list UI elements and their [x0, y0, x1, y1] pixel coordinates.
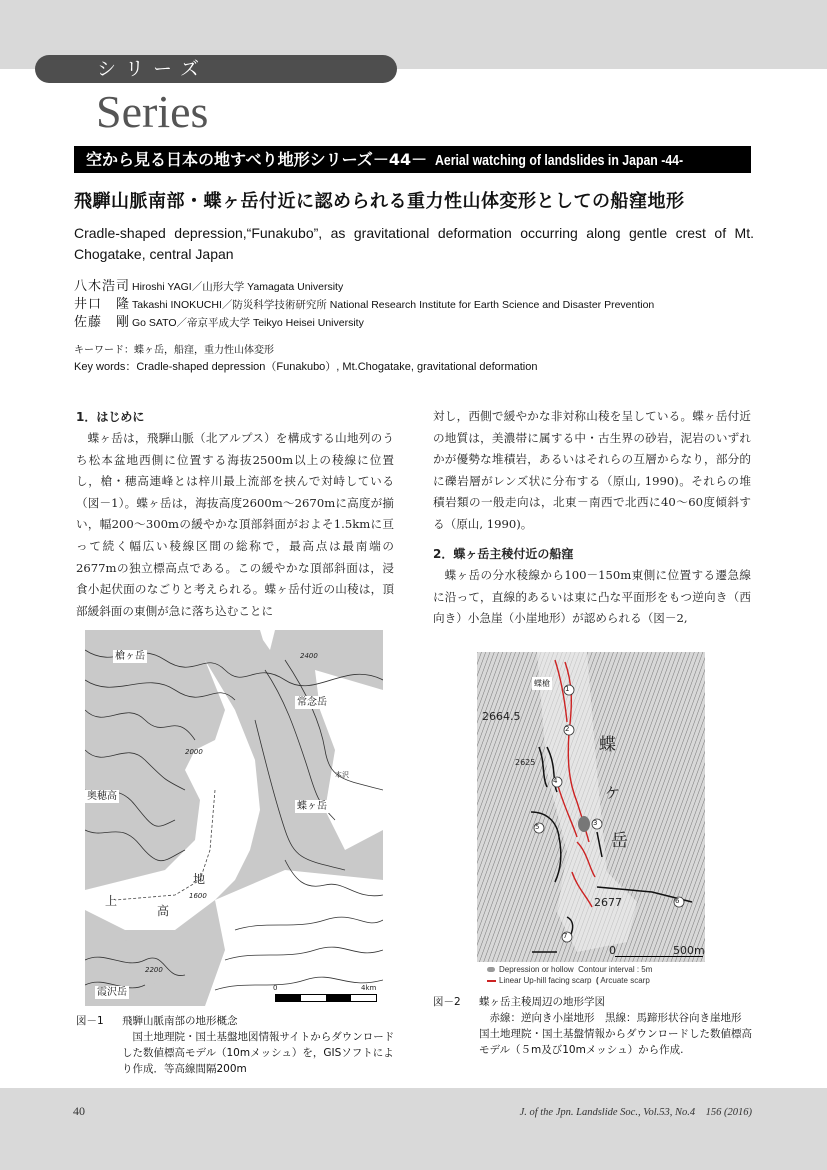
marker-1: 1 [565, 685, 570, 693]
body-column-right [433, 406, 751, 536]
footer-band [0, 1088, 827, 1170]
legend-depression: Depression or hollow [499, 965, 574, 974]
label-kami: 上 [105, 894, 118, 908]
section-heading-2: 2．蝶ヶ岳主稜付近の船窪 [433, 547, 574, 561]
contour-label: 2000 [185, 748, 203, 756]
body-column-right-section2 [433, 543, 751, 630]
marker-6: 6 [675, 897, 680, 905]
geomorph-map-graphic [477, 652, 705, 962]
label-honzawa: 本沢 [335, 771, 349, 779]
contour-map-graphic [85, 630, 383, 1006]
series-pill: シリーズ [35, 55, 397, 83]
section-heading-1: 1．はじめに [76, 410, 145, 424]
caption-number: 図－2 [433, 996, 461, 1008]
author-affiliation: Go SATO／帝京平成大学 Teikyo Heisei University [132, 317, 364, 329]
author-affiliation: Takashi INOKUCHI／防災科学技術研究所 National Research Institute for Earth Science and Disaster Prevention [132, 299, 655, 311]
figure-2-caption [433, 994, 755, 1058]
section2-paragraph: 蝶ヶ岳の分水稜線から100－150m東側に位置する遷急線に沿って，直線的あるいは東に凸な平面形をもつ逆向き（西向き）小急崖（小崖地形）が認められる（図－2, [433, 568, 751, 626]
marker-3: 3 [593, 819, 598, 827]
marker-4: 4 [553, 777, 558, 785]
legend-contour: Contour interval : 5m [578, 965, 653, 974]
map-legend [477, 962, 705, 988]
article-title-en: Cradle-shaped depression,“Funakubo”, as gravitational deformation occurring along gentle crest of Mt. Chogatake, central Japan [74, 225, 754, 262]
caption-line-1: 赤線：逆向き小崖地形 黒線：馬蹄形状谷向き崖地形 [489, 1012, 742, 1024]
keywords-en: Key words：Cradle-shaped depression（Funakubo）, Mt.Chogatake, gravitational deformation [74, 361, 538, 373]
label-peak-2677: 2677 [594, 896, 622, 909]
legend-arcuate: Arcuate scarp [600, 976, 650, 985]
author-row [74, 278, 654, 296]
article-title-jp: 飛騨山脈南部・蝶ヶ岳付近に認められる重力性山体変形としての船窪地形 [74, 191, 685, 212]
series-title: Series [96, 86, 209, 137]
section1-paragraph-cont: 対し，西側で緩やかな非対称山稜を呈している。蝶ヶ岳付近の地質は，美濃帯に属する中・古生界の砂岩，泥岩のいずれかが優勢な堆積岩，あるいはそれらの互層からなり，部分的に礫岩層がレンズ状に分布する（原山, 1990)。それらの堆積岩類の一般走向は，北東－南西で北西に40～60度傾斜する（原山, 1990)。 [433, 409, 751, 531]
scale-label-4km: 4km [361, 984, 377, 992]
body-column-left [76, 406, 394, 622]
scale-label-500m: 500m [673, 944, 705, 957]
keywords-jp: キーワード：蝶ヶ岳，船窪，重力性山体変形 [74, 345, 274, 356]
author-affiliation: Hiroshi YAGI／山形大学 Yamagata University [132, 281, 344, 293]
scale-label-0: 0 [273, 984, 278, 992]
label-peak-2664: 2664.5 [482, 710, 521, 723]
marker-2: 2 [565, 725, 570, 733]
journal-citation: J. of the Jpn. Landslide Soc., Vol.53, No.4 156 (2016) [519, 1107, 752, 1118]
marker-5: 5 [535, 823, 540, 831]
scale-label-0: 0 [609, 944, 616, 957]
figure-1-contour-map [85, 630, 383, 1006]
caption-title: 飛騨山脈南部の地形概念 [122, 1015, 238, 1027]
caption-title: 蝶ヶ岳主稜周辺の地形学図 [479, 996, 605, 1008]
section1-paragraph: 蝶ヶ岳は，飛騨山脈（北アルプス）を構成する山地列のうち松本盆地西側に位置する海抜2500m以上の稜線に位置し，槍・穂高連峰とは梓川最上流部を挟んで対峙している（図－1）。蝶ヶ岳は，海抜高度2600m～2670mに高度が揃い，幅200～300mの緩やかな頂部斜面がおよそ1.5kmに亘って続く幅広い稜線区間の総称で，最高点は最南端の2677mの独立標高点である。この緩やかな頂部斜面は，浸食小起伏面のなごりと考えられる。蝶ヶ岳付近の山稜は，頂部緩斜面の東側が急に落ち込むことに [76, 431, 394, 618]
label-peak-2625: 2625 [515, 758, 536, 767]
label-choyari: 蝶槍 [534, 679, 550, 688]
figure-1-caption [76, 1013, 396, 1077]
author-name-jp: 佐藤 剛 [74, 315, 131, 330]
label-okuhotaka: 奥穂高 [87, 791, 117, 802]
label-chogatake: 蝶ヶ岳 [297, 801, 327, 812]
author-name-jp: 井口 隆 [74, 297, 131, 312]
label-take: 岳 [611, 831, 628, 851]
series-bar [74, 146, 751, 173]
red-line-icon [487, 980, 496, 982]
label-yarigatake: 槍ヶ岳 [115, 651, 145, 662]
marker-7: 7 [563, 932, 568, 940]
author-row [74, 314, 654, 332]
depression-icon [487, 967, 495, 972]
caption-line-2: 国土地理院・国土基盤情報からダウンロードした数値標高モデル（５m及び10mメッシュ）から作成. [479, 1028, 752, 1056]
label-jonendake: 常念岳 [297, 697, 327, 708]
label-cho: 蝶 [599, 735, 616, 755]
label-ke: ケ [605, 784, 621, 802]
label-kasumizawa: 霞沢岳 [97, 987, 127, 998]
arc-icon: ( [595, 976, 599, 985]
contour-label: 1600 [189, 892, 207, 900]
series-bar-jp: 空から見る日本の地すべり地形シリーズ－44－ [86, 150, 428, 169]
scale-bar [275, 994, 377, 1002]
caption-body: 国土地理院・国土基盤地図情報サイトからダウンロードした数値標高モデル（10mメッシュ）を，GISソフトにより作成．等高線間隔200m [122, 1031, 395, 1075]
legend-linear-scarp: Linear Up-hill facing scarp [499, 976, 592, 985]
label-chi: 地 [193, 872, 206, 886]
series-bar-en: Aerial watching of landslides in Japan -44- [435, 152, 684, 169]
contour-label: 2400 [300, 652, 318, 660]
caption-number: 図－1 [76, 1015, 104, 1027]
page-number: 40 [73, 1104, 85, 1118]
author-list [74, 278, 654, 332]
figure-2-geomorph-map [477, 652, 705, 988]
author-row [74, 296, 654, 314]
label-ko: 高 [157, 904, 170, 918]
keywords [74, 342, 537, 376]
contour-label: 2200 [145, 966, 163, 974]
author-name-jp: 八木浩司 [74, 279, 131, 294]
